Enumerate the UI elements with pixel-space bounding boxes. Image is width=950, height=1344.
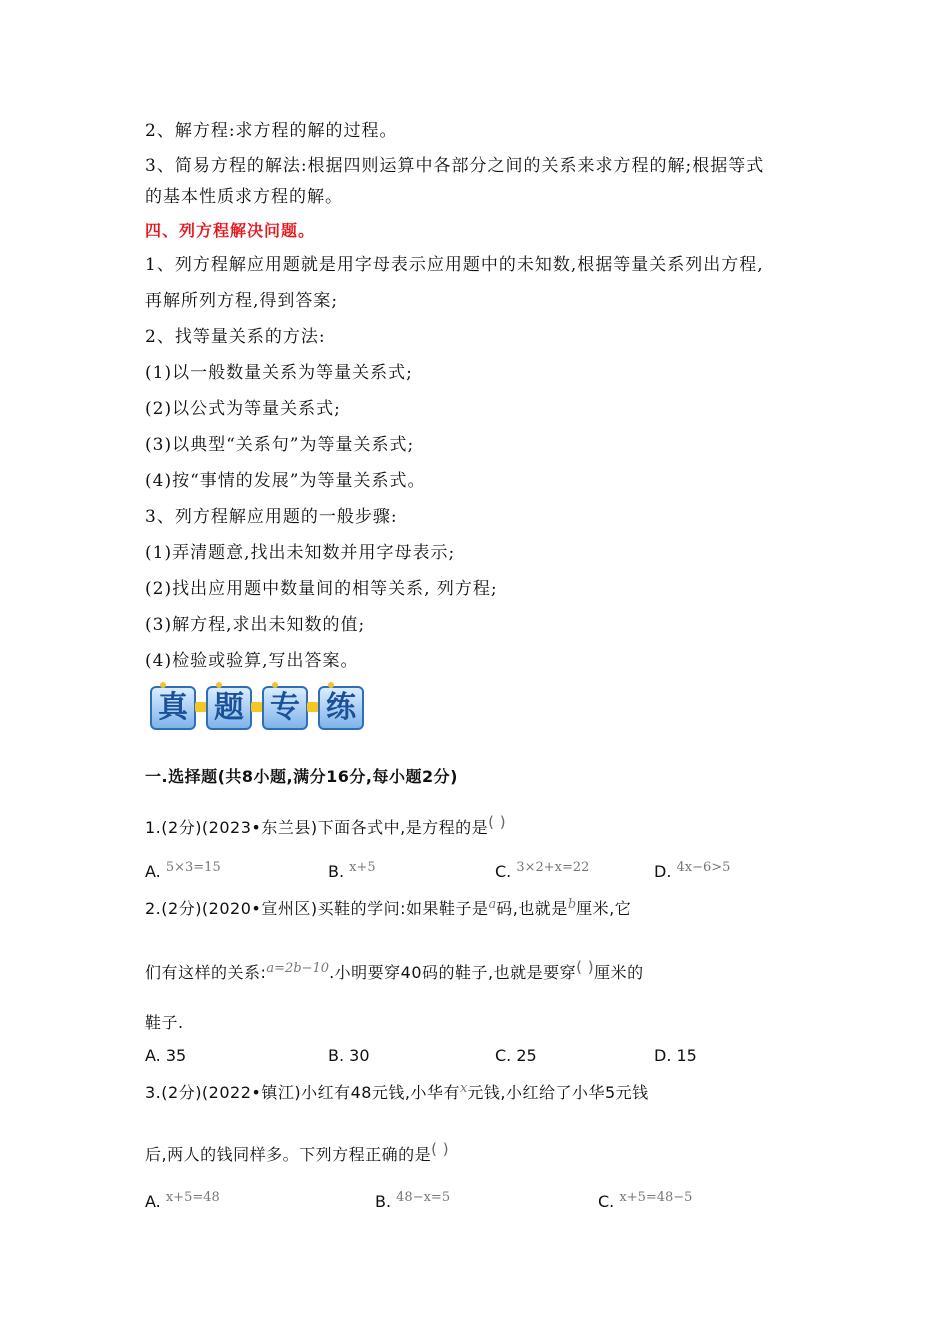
question-text: 后,两人的钱同样多。下列方程正确的是	[145, 1145, 432, 1164]
question-text: 厘米的	[594, 963, 644, 982]
option-label: D.	[654, 1046, 672, 1065]
question-2-line-2	[145, 958, 644, 986]
text-line: (3)解方程,求出未知数的值;	[145, 615, 366, 635]
variable: b	[567, 897, 577, 912]
option-label: C.	[495, 862, 512, 881]
question-text: 厘米,它	[576, 899, 632, 918]
variable: x	[460, 1081, 468, 1096]
banner-char: 练	[318, 686, 364, 730]
text-line: 1、列方程解应用题就是用字母表示应用题中的未知数,根据等量关系列出方程,	[145, 255, 764, 275]
option-value: x+5=48	[165, 1190, 220, 1205]
option-label: A.	[145, 862, 161, 881]
text-line: (2)找出应用题中数量间的相等关系, 列方程;	[145, 579, 498, 599]
text-line: (2)以公式为等量关系式;	[145, 399, 341, 419]
question-text: 2.(2分)(2020•宣州区)买鞋的学问:如果鞋子是	[145, 899, 489, 918]
option-label: A.	[145, 1192, 161, 1211]
option-value: 4x−6>5	[676, 860, 731, 875]
answer-blank: ( )	[576, 958, 595, 976]
question-1	[145, 813, 507, 839]
question-3-line-2	[145, 1140, 450, 1166]
section-title: 一.选择题(共8小题,满分16分,每小题2分)	[145, 767, 458, 786]
option-label: C.	[598, 1192, 615, 1211]
option-label: B.	[328, 862, 345, 881]
text-line: 3、简易方程的解法:根据四则运算中各部分之间的关系来求方程的解;根据等式	[145, 156, 765, 176]
question-2-line-1	[145, 898, 631, 922]
option-b	[328, 1046, 370, 1065]
text-line: 3、列方程解应用题的一般步骤:	[145, 507, 398, 527]
text-line: (1)以一般数量关系为等量关系式;	[145, 363, 413, 383]
banner-char: 专	[262, 686, 308, 730]
option-value: x+5	[349, 860, 376, 875]
option-value: 3×2+x=22	[516, 860, 590, 875]
text-line: 2、解方程:求方程的解的过程。	[145, 121, 398, 141]
text-line: (4)检验或验算,写出答案。	[145, 651, 359, 671]
question-text: 们有这样的关系:	[145, 963, 267, 982]
option-value: 30	[349, 1046, 370, 1065]
answer-blank: ( )	[431, 1140, 450, 1158]
practice-banner	[150, 682, 368, 734]
option-d	[654, 862, 730, 881]
option-label: D.	[654, 862, 672, 881]
text-line: (4)按“事情的发展”为等量关系式。	[145, 471, 426, 491]
question-2-line-3: 鞋子.	[145, 1013, 184, 1032]
text-line: 再解所列方程,得到答案;	[145, 291, 339, 311]
formula: a=2b−10	[266, 961, 330, 976]
option-label: C.	[495, 1046, 512, 1065]
text-line: 2、找等量关系的方法:	[145, 327, 326, 347]
option-d	[654, 1046, 697, 1065]
option-b	[375, 1192, 450, 1211]
banner-char: 真	[150, 686, 196, 730]
text-line: 的基本性质求方程的解。	[145, 187, 343, 207]
option-c	[495, 1046, 537, 1065]
question-text: 码,也就是	[496, 899, 568, 918]
question-3-line-1	[145, 1082, 649, 1106]
option-a	[145, 1046, 186, 1065]
option-a	[145, 862, 221, 881]
option-label: B.	[375, 1192, 392, 1211]
option-value: 25	[516, 1046, 537, 1065]
text-line: (1)弄清题意,找出未知数并用字母表示;	[145, 543, 456, 563]
option-value: 35	[165, 1046, 187, 1065]
option-value: 15	[676, 1046, 697, 1065]
banner-char: 题	[206, 686, 252, 730]
option-b	[328, 862, 376, 881]
variable: a	[488, 897, 497, 912]
option-c	[495, 862, 589, 881]
answer-blank: ( )	[488, 813, 507, 831]
question-text: 1.(2分)(2023•东兰县)下面各式中,是方程的是	[145, 818, 489, 837]
option-value: x+5=48−5	[619, 1190, 693, 1205]
section-heading-4: 四、列方程解决问题。	[145, 221, 316, 240]
text-line: (3)以典型“关系句”为等量关系式;	[145, 435, 415, 455]
option-c	[598, 1192, 692, 1211]
question-text: 元钱,小红给了小华5元钱	[467, 1083, 649, 1102]
option-value: 48−x=5	[396, 1190, 451, 1205]
option-label: A.	[145, 1046, 161, 1065]
option-label: B.	[328, 1046, 345, 1065]
question-text: 3.(2分)(2022•镇江)小红有48元钱,小华有	[145, 1083, 461, 1102]
option-value: 5×3=15	[165, 860, 221, 875]
option-a	[145, 1192, 220, 1211]
question-text: .小明要穿40码的鞋子,也就是要穿	[329, 963, 577, 982]
